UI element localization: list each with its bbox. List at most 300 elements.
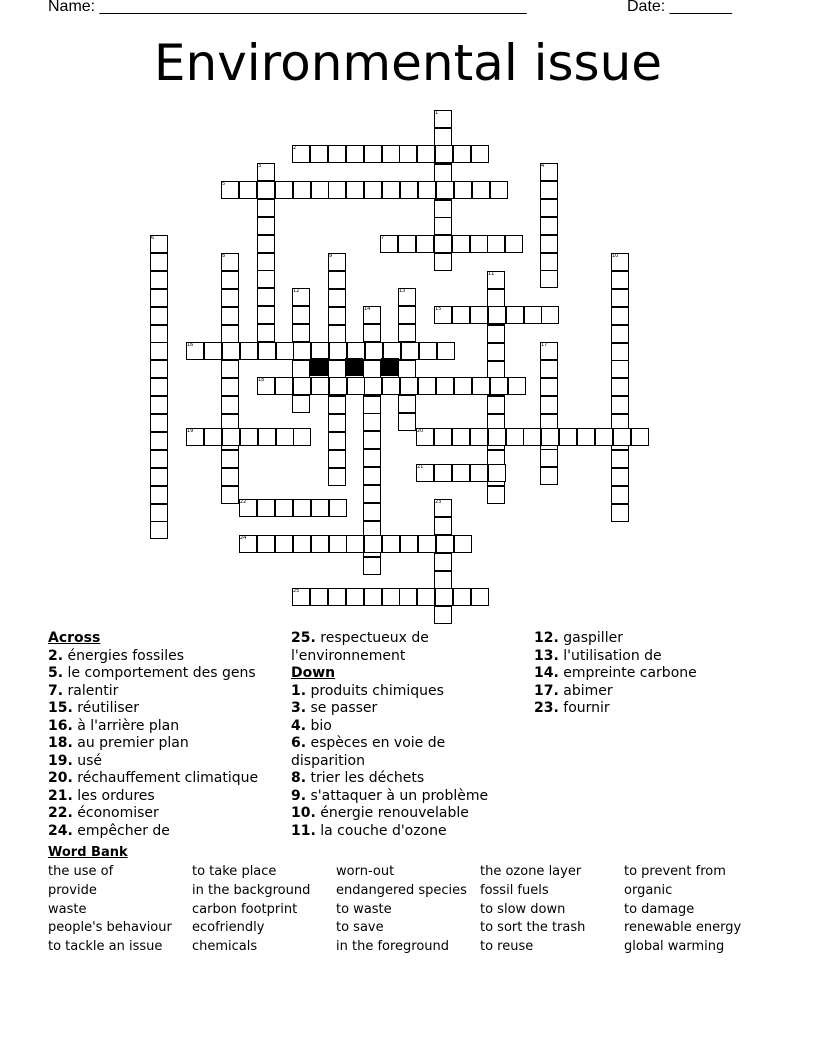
crossword-cell[interactable] xyxy=(611,360,629,378)
crossword-cell[interactable] xyxy=(540,253,558,271)
crossword-cell[interactable] xyxy=(398,413,416,431)
crossword-cell[interactable] xyxy=(540,270,558,288)
crossword-cell[interactable] xyxy=(363,467,381,485)
crossword-cell[interactable] xyxy=(328,396,346,414)
clue-text: s'attaquer à un problème xyxy=(306,787,489,804)
crossword-cell[interactable] xyxy=(329,535,347,553)
crossword-cell[interactable] xyxy=(150,504,168,522)
crossword-cell[interactable] xyxy=(150,396,168,414)
crossword-cell[interactable] xyxy=(611,468,629,486)
word-bank-entry: carbon footprint xyxy=(192,901,298,917)
crossword-cell[interactable] xyxy=(417,145,435,163)
word-bank-entry: fossil fuels xyxy=(480,882,549,898)
clue-number-label: 13. xyxy=(534,647,559,664)
crossword-cell[interactable] xyxy=(150,271,168,289)
clue-number-label: 12. xyxy=(534,630,559,646)
crossword-cell[interactable] xyxy=(328,271,346,289)
crossword-cell[interactable] xyxy=(470,464,488,482)
crossword-cell[interactable] xyxy=(382,377,400,395)
crossword-cell[interactable] xyxy=(221,396,239,414)
crossword-cell[interactable] xyxy=(541,428,559,446)
crossword-cell[interactable] xyxy=(293,428,311,446)
crossword-cell[interactable] xyxy=(275,377,293,395)
crossword-cell[interactable] xyxy=(434,217,452,235)
clue-number: 19 xyxy=(187,428,194,434)
clue-number: 15 xyxy=(435,306,442,312)
down-clues-continued xyxy=(534,630,754,718)
crossword-cell[interactable] xyxy=(454,181,472,199)
crossword-cell[interactable] xyxy=(435,588,453,606)
clue-number-label: 10. xyxy=(291,805,316,821)
crossword-cell[interactable] xyxy=(292,306,310,324)
crossword-cell[interactable] xyxy=(487,289,505,307)
word-bank-entry: in the foreground xyxy=(336,939,450,955)
word-bank-entry: the ozone layer xyxy=(480,864,582,879)
crossword-cell[interactable] xyxy=(487,235,505,253)
crossword-cell[interactable] xyxy=(150,414,168,432)
crossword-cell[interactable] xyxy=(418,377,436,395)
crossword-cell[interactable] xyxy=(150,432,168,450)
crossword-cell[interactable] xyxy=(363,431,381,449)
crossword-cell[interactable] xyxy=(559,428,577,446)
crossword-cell[interactable] xyxy=(311,377,329,395)
crossword-cell[interactable] xyxy=(398,306,416,324)
crossword-cell[interactable] xyxy=(328,145,346,163)
crossword-cell[interactable] xyxy=(363,557,381,575)
clue-text: gaspiller xyxy=(558,630,623,646)
crossword-cell[interactable] xyxy=(150,521,168,539)
crossword-cell[interactable] xyxy=(239,181,257,199)
crossword-cell[interactable] xyxy=(328,325,346,343)
crossword-cell[interactable] xyxy=(364,588,382,606)
crossword-cell[interactable] xyxy=(364,145,382,163)
crossword-cell[interactable] xyxy=(487,486,505,504)
word-bank-column xyxy=(480,863,585,957)
crossword-cell[interactable] xyxy=(611,504,629,522)
crossword-cell[interactable] xyxy=(540,199,558,217)
word-bank-entry: to tackle an issue xyxy=(48,939,163,955)
crossword-cell[interactable] xyxy=(506,428,524,446)
clue-number: 1 xyxy=(435,110,439,116)
crossword-cell[interactable] xyxy=(470,306,488,324)
crossword-cell[interactable] xyxy=(382,588,400,606)
crossword-cell[interactable] xyxy=(452,428,470,446)
crossword-cell[interactable] xyxy=(506,306,524,324)
crossword-cell[interactable] xyxy=(399,588,417,606)
crossword-cell[interactable] xyxy=(221,271,239,289)
crossword-cell[interactable] xyxy=(328,307,346,325)
crossword-cell[interactable] xyxy=(275,535,293,553)
crossword-cell[interactable] xyxy=(437,342,455,360)
word-bank-entry: organic xyxy=(624,882,673,898)
crossword-cell[interactable] xyxy=(453,588,471,606)
crossword-cell[interactable] xyxy=(346,535,364,553)
crossword-cell[interactable] xyxy=(311,535,329,553)
crossword-cell[interactable] xyxy=(540,360,558,378)
crossword-cell[interactable] xyxy=(398,395,416,413)
clue-text: économiser xyxy=(72,805,159,821)
crossword-cell[interactable] xyxy=(328,360,346,378)
crossword-cell[interactable] xyxy=(611,486,629,504)
clue-number-label: 25. xyxy=(291,630,316,646)
crossword-cell[interactable] xyxy=(611,396,629,414)
crossword-cell[interactable] xyxy=(257,324,275,342)
crossword-cell[interactable] xyxy=(363,360,381,378)
crossword-cell[interactable] xyxy=(292,360,310,378)
crossword-cell[interactable] xyxy=(418,181,436,199)
crossword-cell[interactable] xyxy=(257,306,275,324)
crossword-cell[interactable] xyxy=(490,377,508,395)
crossword-cell[interactable] xyxy=(611,307,629,325)
crossword-cell[interactable] xyxy=(434,464,452,482)
crossword-cell[interactable] xyxy=(611,450,629,468)
crossword-cell[interactable] xyxy=(434,606,452,624)
clue-item xyxy=(534,648,754,666)
crossword-cell[interactable] xyxy=(222,428,240,446)
crossword-cell[interactable] xyxy=(150,307,168,325)
crossword-cell[interactable] xyxy=(454,535,472,553)
crossword-cell[interactable] xyxy=(328,468,346,486)
word-bank-heading: Word Bank xyxy=(48,845,128,860)
crossword-cell[interactable] xyxy=(258,342,276,360)
clue-text: ralentir xyxy=(63,682,119,699)
clue-text: le comportement des gens xyxy=(63,665,256,681)
crossword-cell[interactable] xyxy=(434,517,452,535)
crossword-cell[interactable] xyxy=(540,235,558,253)
clue-number: 14 xyxy=(364,306,371,312)
clue-item xyxy=(291,630,511,665)
crossword-cell[interactable] xyxy=(398,360,416,378)
crossword-cell[interactable] xyxy=(436,377,454,395)
clue-text: la couche d'ozone xyxy=(315,822,447,839)
crossword-cell[interactable] xyxy=(577,428,595,446)
crossword-cell[interactable] xyxy=(293,342,311,360)
across-down-column xyxy=(291,630,511,840)
clue-number-label: 11. xyxy=(291,822,316,839)
crossword-cell[interactable] xyxy=(347,377,365,395)
crossword-cell[interactable] xyxy=(363,324,381,342)
crossword-cell[interactable] xyxy=(150,289,168,307)
crossword-cell[interactable] xyxy=(363,413,381,431)
clue-number: 13 xyxy=(399,288,406,294)
crossword-cell[interactable] xyxy=(257,217,275,235)
crossword-cell[interactable] xyxy=(328,450,346,468)
crossword-cell[interactable] xyxy=(471,588,489,606)
crossword-cell[interactable] xyxy=(631,428,649,446)
crossword-cell[interactable] xyxy=(487,325,505,343)
word-bank-entry: to reuse xyxy=(480,939,534,955)
crossword-cell[interactable] xyxy=(540,378,558,396)
crossword-cell[interactable] xyxy=(346,145,364,163)
clue-item xyxy=(48,718,283,736)
crossword-cell[interactable] xyxy=(328,414,346,432)
crossword-cell[interactable] xyxy=(240,342,258,360)
crossword-cell[interactable] xyxy=(329,499,347,517)
crossword-cell[interactable] xyxy=(434,235,452,253)
crossword-cell[interactable] xyxy=(257,235,275,253)
clue-item xyxy=(534,630,754,648)
crossword-cell[interactable] xyxy=(240,428,258,446)
crossword-cell[interactable] xyxy=(328,588,346,606)
crossword-cell[interactable] xyxy=(540,396,558,414)
clue-number-label: 9. xyxy=(291,787,307,804)
crossword-cell[interactable] xyxy=(487,396,505,414)
clue-number-label: 5. xyxy=(48,665,64,681)
word-bank-entry: endangered species xyxy=(336,882,467,898)
word-bank-entry: to sort the trash xyxy=(480,920,586,936)
crossword-cell[interactable] xyxy=(398,324,416,342)
crossword-cell[interactable] xyxy=(398,235,416,253)
crossword-black-cell xyxy=(345,358,363,376)
crossword-cell[interactable] xyxy=(150,342,168,360)
crossword-cell[interactable] xyxy=(434,200,452,218)
crossword-cell[interactable] xyxy=(470,235,488,253)
crossword-cell[interactable] xyxy=(257,199,275,217)
clue-item xyxy=(291,770,511,788)
crossword-cell[interactable] xyxy=(292,395,310,413)
crossword-cell[interactable] xyxy=(363,396,381,414)
crossword-cell[interactable] xyxy=(221,289,239,307)
clue-text: empreinte carbone xyxy=(558,665,697,681)
crossword-cell[interactable] xyxy=(276,342,294,360)
crossword-cell[interactable] xyxy=(150,378,168,396)
crossword-cell[interactable] xyxy=(257,288,275,306)
crossword-black-cell xyxy=(381,358,399,376)
clue-item xyxy=(291,823,511,841)
across-clues xyxy=(48,630,283,840)
clue-item xyxy=(48,700,283,718)
crossword-cell[interactable] xyxy=(472,181,490,199)
crossword-cell[interactable] xyxy=(221,360,239,378)
crossword-cell[interactable] xyxy=(472,377,490,395)
crossword-cell[interactable] xyxy=(488,428,506,446)
crossword-cell[interactable] xyxy=(452,306,470,324)
crossword-cell[interactable] xyxy=(490,181,508,199)
crossword-cell[interactable] xyxy=(364,181,382,199)
crossword-cell[interactable] xyxy=(311,499,329,517)
crossword-cell[interactable] xyxy=(400,535,418,553)
crossword-cell[interactable] xyxy=(611,289,629,307)
crossword-cell[interactable] xyxy=(382,181,400,199)
crossword-cell[interactable] xyxy=(540,181,558,199)
crossword-cell[interactable] xyxy=(540,217,558,235)
clue-item xyxy=(291,700,511,718)
clue-item xyxy=(48,648,283,666)
crossword-cell[interactable] xyxy=(382,535,400,553)
crossword-cell[interactable] xyxy=(595,428,613,446)
word-bank-entry: in the background xyxy=(192,882,311,898)
crossword-cell[interactable] xyxy=(488,306,506,324)
crossword-cell[interactable] xyxy=(328,289,346,307)
crossword-cell[interactable] xyxy=(275,499,293,517)
crossword-cell[interactable] xyxy=(293,499,311,517)
crossword-cell[interactable] xyxy=(436,181,454,199)
crossword-cell[interactable] xyxy=(293,181,311,199)
clue-text: au premier plan xyxy=(72,735,189,751)
crossword-cell[interactable] xyxy=(400,377,418,395)
crossword-cell[interactable] xyxy=(293,535,311,553)
word-bank-entry: renewable energy xyxy=(624,920,742,936)
clue-number: 3 xyxy=(258,163,262,169)
crossword-cell[interactable] xyxy=(363,449,381,467)
crossword-cell[interactable] xyxy=(346,181,364,199)
crossword-cell[interactable] xyxy=(488,464,506,482)
crossword-cell[interactable] xyxy=(611,378,629,396)
crossword-cell[interactable] xyxy=(221,450,239,468)
crossword-cell[interactable] xyxy=(523,428,541,446)
crossword-cell[interactable] xyxy=(221,468,239,486)
clue-text: bio xyxy=(306,717,332,734)
crossword-cell[interactable] xyxy=(258,428,276,446)
crossword-cell[interactable] xyxy=(453,145,471,163)
crossword-cell[interactable] xyxy=(417,588,435,606)
clue-item xyxy=(534,665,754,683)
crossword-cell[interactable] xyxy=(524,306,542,324)
word-bank-entry: to slow down xyxy=(480,901,566,917)
crossword-cell[interactable] xyxy=(150,486,168,504)
crossword-cell[interactable] xyxy=(204,428,222,446)
crossword-cell[interactable] xyxy=(221,325,239,343)
crossword-cell[interactable] xyxy=(310,588,328,606)
crossword-cell[interactable] xyxy=(611,343,629,361)
crossword-cell[interactable] xyxy=(541,306,559,324)
crossword-cell[interactable] xyxy=(292,324,310,342)
crossword-cell[interactable] xyxy=(150,253,168,271)
crossword-cell[interactable] xyxy=(434,164,452,182)
crossword-cell[interactable] xyxy=(436,535,454,553)
crossword-cell[interactable] xyxy=(310,145,328,163)
clue-item xyxy=(291,718,511,736)
crossword-cell[interactable] xyxy=(471,145,489,163)
clue-number: 12 xyxy=(293,288,300,294)
clue-text: abimer xyxy=(558,682,613,699)
crossword-cell[interactable] xyxy=(434,428,452,446)
clue-item xyxy=(534,700,754,718)
crossword-cell[interactable] xyxy=(416,235,434,253)
crossword-cell[interactable] xyxy=(611,325,629,343)
crossword-cell[interactable] xyxy=(611,271,629,289)
crossword-cell[interactable] xyxy=(400,181,418,199)
clue-text: produits chimiques xyxy=(306,682,444,699)
crossword-cell[interactable] xyxy=(150,450,168,468)
crossword-cell[interactable] xyxy=(222,342,240,360)
crossword-cell[interactable] xyxy=(328,432,346,450)
crossword-cell[interactable] xyxy=(204,342,222,360)
crossword-cell[interactable] xyxy=(487,361,505,379)
clue-number-label: 8. xyxy=(291,770,307,786)
crossword-cell[interactable] xyxy=(505,235,523,253)
crossword-cell[interactable] xyxy=(540,449,558,467)
crossword-cell[interactable] xyxy=(329,377,347,395)
crossword-cell[interactable] xyxy=(419,342,437,360)
crossword-cell[interactable] xyxy=(401,342,419,360)
clue-text: se passer xyxy=(306,700,378,716)
clue-number-label: 21. xyxy=(48,787,73,804)
crossword-cell[interactable] xyxy=(221,378,239,396)
crossword-cell[interactable] xyxy=(150,468,168,486)
crossword-cell[interactable] xyxy=(540,467,558,485)
clue-number: 17 xyxy=(541,342,548,348)
crossword-cell[interactable] xyxy=(364,377,382,395)
clue-text: l'utilisation de xyxy=(558,647,662,664)
name-field-label: Name: ________________________________________________ xyxy=(48,0,527,15)
crossword-cell[interactable] xyxy=(257,535,275,553)
crossword-cell[interactable] xyxy=(276,428,294,446)
crossword-cell[interactable] xyxy=(257,270,275,288)
clue-text: trier les déchets xyxy=(306,770,425,786)
clue-number-label: 4. xyxy=(291,717,307,734)
clue-number-label: 19. xyxy=(48,752,73,769)
clue-item xyxy=(48,823,283,841)
crossword-cell[interactable] xyxy=(434,571,452,589)
crossword-cell[interactable] xyxy=(613,428,631,446)
crossword-cell[interactable] xyxy=(275,181,293,199)
clue-number: 10 xyxy=(612,253,619,259)
across-heading: Across xyxy=(48,630,101,646)
clue-number: 21 xyxy=(417,464,424,470)
clue-number: 8 xyxy=(222,253,226,259)
crossword-cell[interactable] xyxy=(452,235,470,253)
crossword-cell[interactable] xyxy=(257,253,275,271)
clue-item xyxy=(291,805,511,823)
clue-text: réchauffement climatique xyxy=(72,770,259,786)
word-bank-column xyxy=(48,863,172,957)
crossword-cell[interactable] xyxy=(363,503,381,521)
clue-number: 5 xyxy=(222,181,226,187)
clue-item xyxy=(48,788,283,806)
crossword-cell[interactable] xyxy=(452,464,470,482)
crossword-cell[interactable] xyxy=(399,145,417,163)
word-bank-entry: people's behaviour xyxy=(48,920,172,936)
word-bank-entry: waste xyxy=(48,901,87,917)
clue-number-label: 22. xyxy=(48,805,73,821)
crossword-cell[interactable] xyxy=(257,499,275,517)
crossword-cell[interactable] xyxy=(150,325,168,343)
crossword-cell[interactable] xyxy=(257,181,275,199)
down-heading: Down xyxy=(291,665,336,681)
page-title: Environmental issue xyxy=(153,34,663,92)
crossword-cell[interactable] xyxy=(418,535,436,553)
crossword-cell[interactable] xyxy=(434,128,452,146)
clue-text: à l'arrière plan xyxy=(72,717,180,734)
clue-item xyxy=(534,683,754,701)
crossword-cell[interactable] xyxy=(487,343,505,361)
crossword-cell[interactable] xyxy=(311,181,329,199)
crossword-cell[interactable] xyxy=(346,588,364,606)
clue-number-label: 16. xyxy=(48,717,73,734)
word-bank-entry: to waste xyxy=(336,901,392,917)
clue-number: 9 xyxy=(329,253,333,259)
crossword-cell[interactable] xyxy=(435,145,453,163)
crossword-cell[interactable] xyxy=(434,553,452,571)
crossword-cell[interactable] xyxy=(434,253,452,271)
crossword-cell[interactable] xyxy=(221,486,239,504)
crossword-cell[interactable] xyxy=(150,360,168,378)
word-bank-column xyxy=(192,863,310,957)
clue-number: 7 xyxy=(381,235,385,241)
crossword-cell[interactable] xyxy=(328,181,346,199)
crossword-cell[interactable] xyxy=(454,377,472,395)
crossword-cell[interactable] xyxy=(363,485,381,503)
crossword-cell[interactable] xyxy=(364,535,382,553)
crossword-cell[interactable] xyxy=(293,377,311,395)
clue-number: 16 xyxy=(187,342,194,348)
crossword-cell[interactable] xyxy=(221,307,239,325)
clue-number-label: 20. xyxy=(48,770,73,786)
crossword-cell[interactable] xyxy=(470,428,488,446)
crossword-cell[interactable] xyxy=(508,377,526,395)
crossword-cell[interactable] xyxy=(382,145,400,163)
